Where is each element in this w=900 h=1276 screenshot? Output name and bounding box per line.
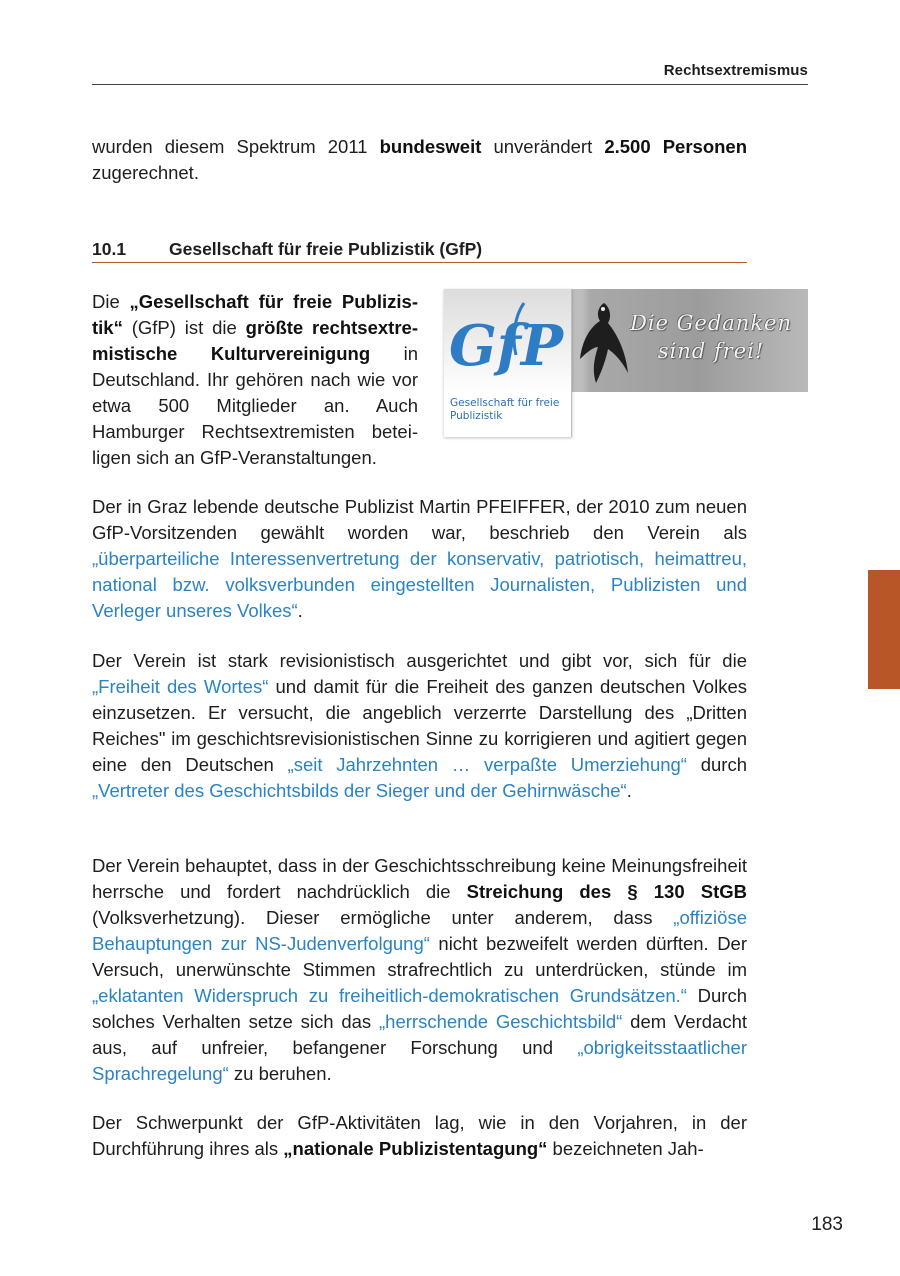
chapter-side-tab [868, 570, 900, 689]
text-run: Die [92, 291, 130, 312]
gfp-logo-icon [444, 289, 571, 394]
running-header: Rechtsextremismus [663, 62, 808, 79]
bold-run: „nationale Publizistentagung“ [283, 1138, 548, 1159]
text-run: bezeichneten Jah- [547, 1138, 704, 1159]
bold-run: „Gesellschaft für freie Publizistik“ [92, 291, 418, 338]
gfp-banner-figure [444, 289, 808, 439]
section-number: 10.1 [92, 239, 127, 259]
section-heading [92, 237, 747, 263]
text-run: in Deutschland. Ihr gehören nach wie vor etwa 500 Mitglieder an. Auch Hamburger Rechtsextremisten beteiligen sich an GfP-Veranstaltungen. [92, 343, 418, 468]
gfp-logo-box [444, 289, 572, 437]
activities-paragraph [92, 1110, 747, 1162]
text-run: . [297, 600, 303, 621]
quote-run: „seit Jahrzehnten … verpaßte Umerziehung“ [287, 754, 687, 775]
text-run: zugerechnet. [92, 162, 199, 183]
text-run: (Volksverhetzung). Dieser ermögliche unter anderem, dass [92, 907, 674, 928]
quote-run: „offiziöse Behauptungen zur NS-Judenverfolgung“ [92, 907, 747, 954]
stgb-paragraph [92, 853, 747, 1087]
bold-run: bundesweit [379, 136, 482, 157]
header-rule [92, 84, 808, 85]
quote-run: „eklatanten Widerspruch zu freiheitlich-demokratischen Grundsätzen.“ [92, 985, 687, 1006]
text-run: dem Verdacht aus, auf unfreier, befangener Forschung und [92, 1011, 748, 1058]
text-run: und damit für die Freiheit des ganzen deutschen Volkes einzusetzen. Er versucht, die angeblich verzerrte Darstellung des „Dritten Reiches" im geschichtsrevisionistischen Sinne zu korrigieren und agitiert gegen eine den Deutschen [92, 676, 747, 775]
intro-paragraph [92, 134, 747, 186]
section-title: Gesellschaft für freie Publizistik (GfP) [169, 239, 483, 259]
quote-run: „überparteiliche Interessenvertretung der konservativ, patriotisch, heimattreu, national bzw. volksverbunden eingestellten Journalisten, Publizisten und Verleger unseres Volkes“ [92, 548, 747, 621]
gfp-intro-paragraph [92, 289, 418, 471]
bold-run: 2.500 Personen [604, 136, 748, 157]
text-run: nicht bezweifelt werden dürften. Der Versuch, unerwünschte Stimmen strafrechtlich zu unterdrücken, stünde im [92, 933, 748, 980]
bold-run: größte rechtsextremistische Kulturvereinigung [92, 317, 418, 364]
pfeiffer-paragraph [92, 494, 747, 624]
quote-run: „Vertreter des Geschichtsbilds der Sieger und der Gehirnwäsche“ [92, 780, 627, 801]
text-run: Der in Graz lebende deutsche Publizist Martin PFEIFFER, der 2010 zum neuen GfP-Vorsitzenden gewählt worden war, beschrieb den Verein als [92, 496, 747, 543]
quote-run: „herrschende Geschichtsbild“ [379, 1011, 623, 1032]
logo-caption: Gesellschaft für freie Publizistik [450, 397, 560, 422]
text-run: zu beruhen. [228, 1063, 332, 1084]
text-run: unverändert [481, 136, 605, 157]
logo-letters: GfP [448, 313, 564, 379]
quote-run: „Freiheit des Wortes“ [92, 676, 269, 697]
text-run: Der Schwerpunkt der GfP-Aktivitäten lag, wie in den Vorjahren, in der Durchführung ihres als [92, 1112, 747, 1159]
text-run: wurden diesem Spektrum 2011 [92, 136, 380, 157]
text-run: . [626, 780, 632, 801]
slogan-line-1: Die Gedanken [629, 311, 793, 335]
page-number: 183 [811, 1214, 843, 1235]
text-run: Der Verein ist stark revisionistisch ausgerichtet und gibt vor, sich für die [92, 650, 747, 671]
text-run: Der Verein behauptet, dass in der Geschichtsschreibung keine Meinungsfreiheit herrsche und fordert nachdrücklich die [92, 855, 747, 902]
text-run: Durch solches Verhalten setze sich das [92, 985, 747, 1032]
slogan-line-2: sind frei! [657, 339, 765, 363]
revisionism-paragraph [92, 648, 747, 804]
banner-slogan [616, 309, 806, 365]
quote-run: „obrigkeitsstaatlicher Sprachregelung“ [92, 1037, 747, 1084]
text-run: (GfP) ist die [122, 317, 246, 338]
text-run: durch [686, 754, 747, 775]
bold-run: Streichung des § 130 StGB [466, 881, 747, 902]
